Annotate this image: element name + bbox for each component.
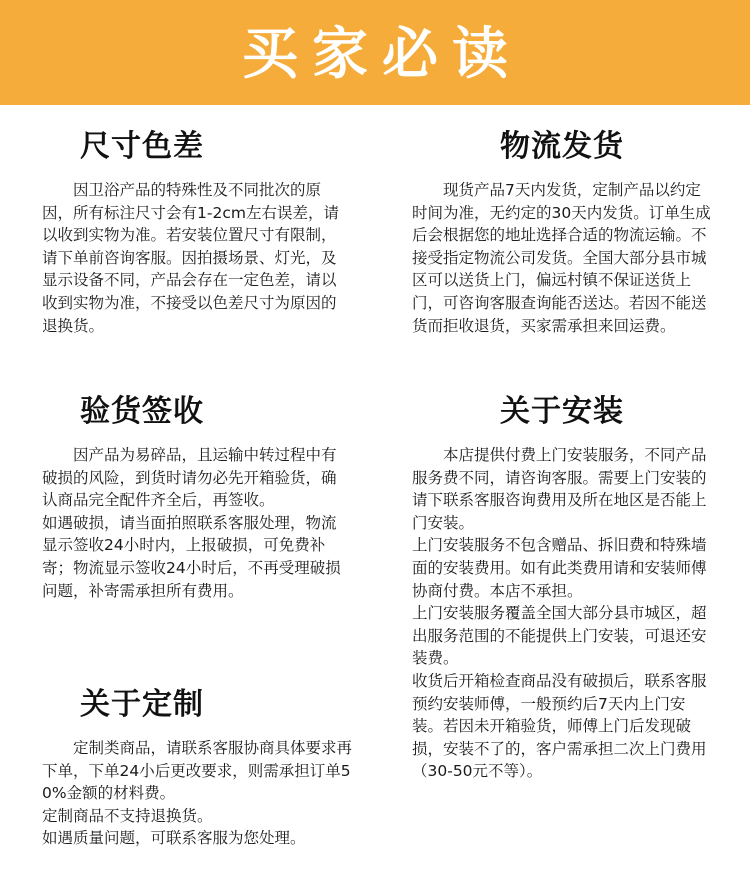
paragraph: 定制类商品，请联系客服协商具体要求再下单，下单24小后更改要求，则需承担订单50%金额的材料费。 [42,739,353,803]
section-installation [412,392,712,783]
section-title: 物流发货 [500,129,624,164]
section-shipping [412,127,712,337]
paragraph: 现货产品7天内发货，定制产品以约定时间为准，无约定的30天内发货。订单生成后会根据您的地址选择合适的物流运输。不接受指定物流公司发货。全国大部分县市城区可以送货上门，偏远村镇不保证送货上门，可咨询客服查询能否送达。若因不能送货而拒收退货，买家需承担来回运费。 [412,181,711,335]
paragraph: 收货后开箱检查商品没有破损后，联系客服预约安装师傅，一般预约后7天内上门安装。若因未开箱验货，师傅上门后发现破损，安装不了的，客户需承担二次上门费用（30-50元不等）。 [412,671,707,781]
paragraph: 本店提供付费上门安装服务，不同产品服务费不同，请咨询客服。需要上门安装的请下联系客服咨询费用及所在地区是否能上门安装。 [412,446,707,532]
section-title: 关于定制 [80,687,204,722]
section-body [42,179,342,337]
section-body [42,737,352,850]
section-title: 尺寸色差 [80,129,204,164]
paragraph: 如遇质量问题，可联系客服为您处理。 [42,829,306,848]
paragraph: 因卫浴产品的特殊性及不同批次的原因，所有标注尺寸会有1-2cm左右误差，请以收到实物为准。若安装位置尺寸有限制，请下单前咨询客服。因拍摄场景、灯光，及显示设备不同，产品会存在一定色差，请以收到实物为准，不接受以色差尺寸为原因的退换货。 [42,181,339,335]
paragraph: 上门安装服务覆盖全国大部分县市城区，超出服务范围的不能提供上门安装，可退还安装费。 [412,604,707,668]
paragraph: 如遇破损，请当面拍照联系客服处理，物流显示签收24小时内，上报破损，可免费补寄；物流显示签收24小时后，不再受理破损问题，补寄需承担所有费用。 [42,513,341,600]
section-body [42,444,342,602]
section-body [412,179,712,337]
page-title: 买家必读 [242,22,522,87]
paragraph: 定制商品不支持退换货。 [42,806,213,825]
section-title: 验货签收 [80,394,204,429]
section-customization [42,685,352,850]
paragraph: 上门安装服务不包含赠品、拆旧费和特殊墙面的安装费用。如有此类费用请和安装师傅协商付费。本店不承担。 [412,536,707,600]
paragraph: 因产品为易碎品，且运输中转过程中有破损的风险，到货时请勿必先开箱验货，确认商品完全配件齐全后，再签收。 [42,446,337,510]
section-title: 关于安装 [500,394,624,429]
section-body [412,444,712,783]
section-inspection [42,392,342,602]
section-size-color-difference [42,127,342,337]
